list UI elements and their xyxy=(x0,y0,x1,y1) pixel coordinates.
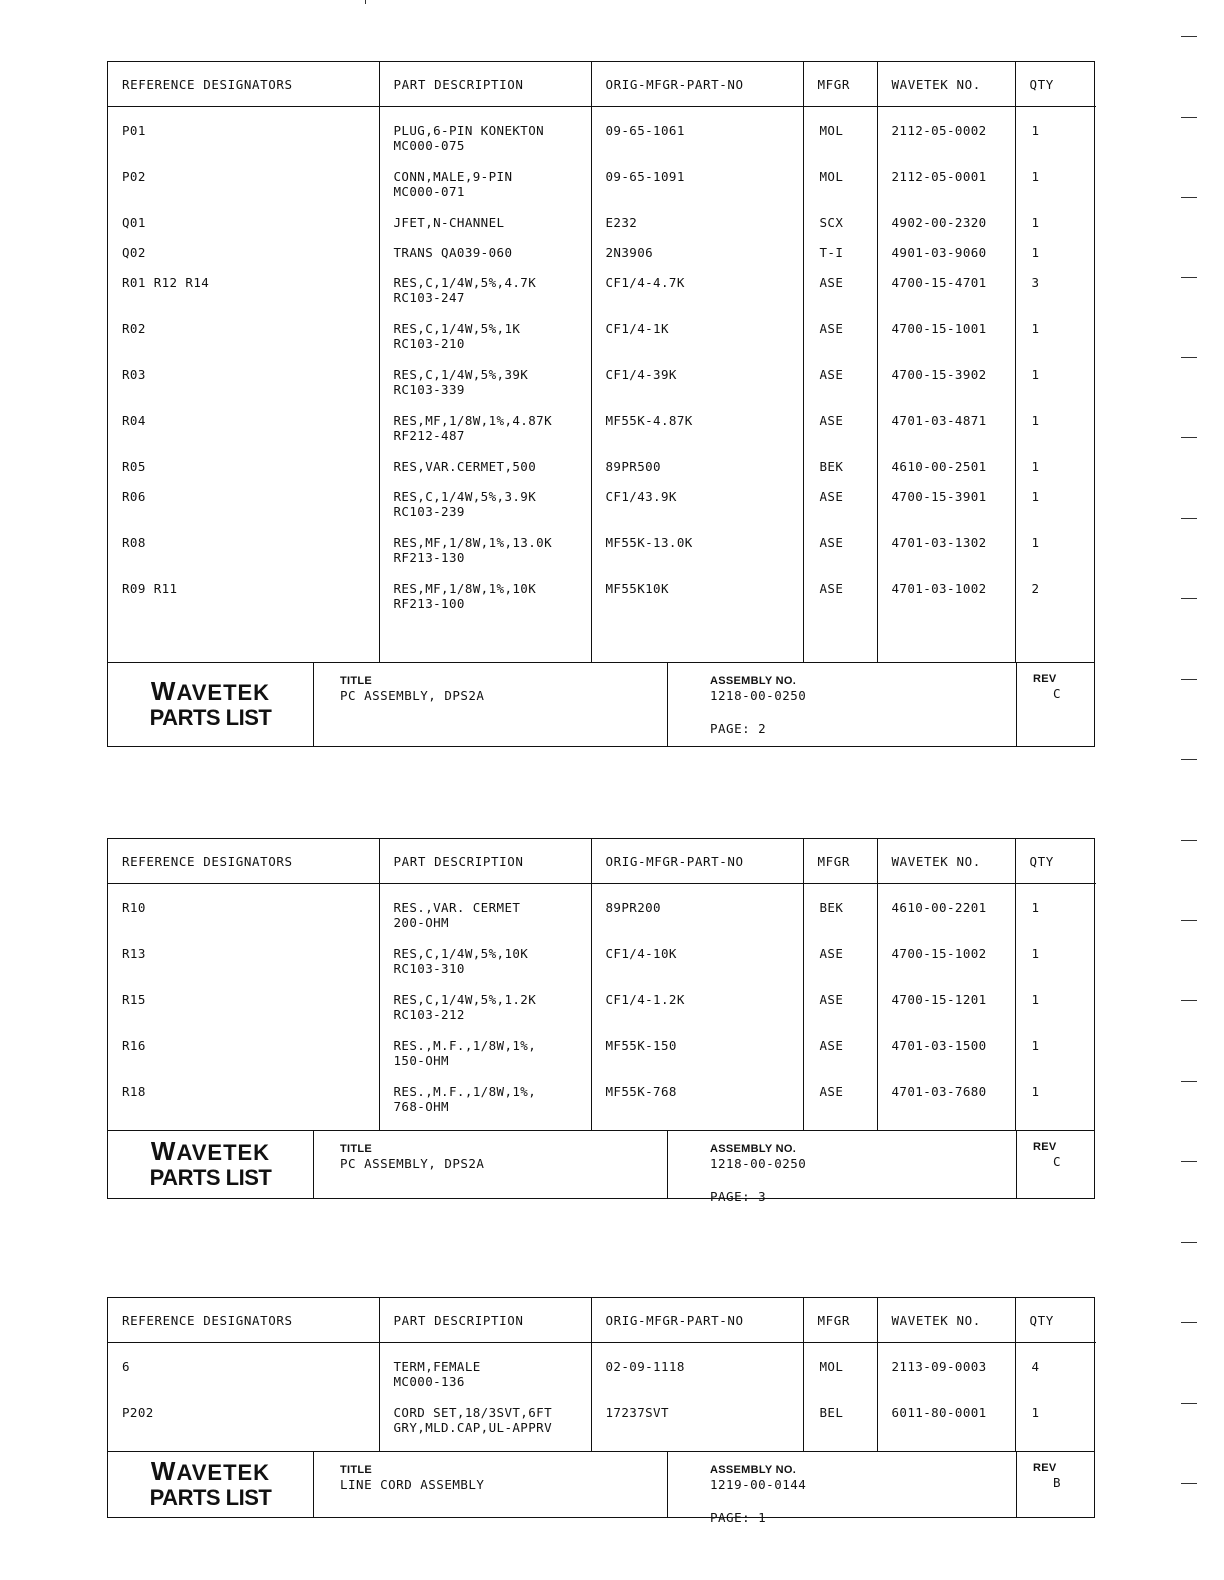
mfgr-cell: ASE xyxy=(803,581,877,627)
rev-cell xyxy=(1017,1131,1094,1198)
table-row xyxy=(108,215,1096,245)
title-value: PC ASSEMBLY, DPS2A xyxy=(340,1156,485,1171)
desc-line: 768-OHM xyxy=(393,1099,449,1114)
desc-cell xyxy=(379,581,591,627)
margin-tick xyxy=(1181,277,1197,278)
desc-cell xyxy=(379,367,591,413)
mfgr-cell: MOL xyxy=(803,1343,877,1406)
desc-line: MC000-071 xyxy=(393,184,465,199)
mfgr-cell: ASE xyxy=(803,367,877,413)
desc-cell xyxy=(379,992,591,1038)
margin-tick xyxy=(1181,598,1197,599)
table-header xyxy=(108,839,1096,884)
assembly-cell xyxy=(668,663,1017,746)
col-mfgr-header: MFGR xyxy=(803,839,877,884)
wavetek-cell: 4610-00-2501 xyxy=(877,459,1015,489)
assembly-value: 1218-00-0250 xyxy=(710,688,807,703)
margin-tick xyxy=(1181,1000,1197,1001)
parts-table-2 xyxy=(108,839,1096,1130)
table-row xyxy=(108,275,1096,321)
orig-cell: MF55K10K xyxy=(591,581,803,627)
desc-line: RC103-210 xyxy=(393,336,465,351)
table-row xyxy=(108,884,1096,947)
desc-line: RES,C,1/4W,5%,1K xyxy=(393,321,521,336)
rev-value: B xyxy=(1053,1475,1062,1490)
desc-line: RF212-487 xyxy=(393,428,465,443)
title-value: PC ASSEMBLY, DPS2A xyxy=(340,688,485,703)
mfgr-cell: MOL xyxy=(803,107,877,170)
title-label: TITLE xyxy=(340,1143,373,1155)
orig-cell: 2N3906 xyxy=(591,245,803,275)
desc-cell xyxy=(379,1343,591,1406)
wavetek-cell: 4700-15-4701 xyxy=(877,275,1015,321)
rev-label: REV xyxy=(1033,1462,1057,1474)
table-row xyxy=(108,946,1096,992)
rev-label: REV xyxy=(1033,673,1057,685)
wavetek-logo xyxy=(108,663,314,746)
wavetek-cell: 4701-03-1302 xyxy=(877,535,1015,581)
ref-cell: R04 xyxy=(122,413,146,428)
desc-cell xyxy=(379,535,591,581)
qty-cell: 1 xyxy=(1015,1084,1096,1130)
desc-line: RES,C,1/4W,5%,1.2K xyxy=(393,992,537,1007)
desc-line: RES,C,1/4W,5%,4.7K xyxy=(393,275,537,290)
page-number: PAGE: 3 xyxy=(710,1189,767,1204)
ref-cell: R03 xyxy=(122,367,146,382)
wavetek-cell: 4700-15-3902 xyxy=(877,367,1015,413)
desc-cell xyxy=(379,215,591,245)
orig-cell: E232 xyxy=(591,215,803,245)
ref-cell: P202 xyxy=(122,1405,154,1420)
desc-line: RES,MF,1/8W,1%,10K xyxy=(393,581,537,596)
wavetek-cell: 4901-03-9060 xyxy=(877,245,1015,275)
orig-cell: 09-65-1061 xyxy=(591,107,803,170)
mfgr-cell: MOL xyxy=(803,169,877,215)
wavetek-cell: 6011-80-0001 xyxy=(877,1405,1015,1451)
wavetek-logo xyxy=(108,1452,314,1517)
desc-line: RES.,VAR. CERMET xyxy=(393,900,521,915)
col-orig-header: ORIG-MFGR-PART-NO xyxy=(591,1298,803,1343)
qty-cell: 1 xyxy=(1015,1405,1096,1451)
mfgr-cell: ASE xyxy=(803,535,877,581)
ref-cell: 6 xyxy=(122,1359,130,1374)
ref-cell: R15 xyxy=(122,992,146,1007)
mfgr-cell: T-I xyxy=(803,245,877,275)
table-row xyxy=(108,992,1096,1038)
desc-line: RES.,M.F.,1/8W,1%, xyxy=(393,1038,537,1053)
table-row xyxy=(108,245,1096,275)
desc-line: CORD SET,18/3SVT,6FT xyxy=(393,1405,553,1420)
table-row xyxy=(108,535,1096,581)
table-row xyxy=(108,459,1096,489)
qty-cell: 1 xyxy=(1015,1038,1096,1084)
margin-tick xyxy=(1181,920,1197,921)
orig-cell: CF1/43.9K xyxy=(591,489,803,535)
margin-tick xyxy=(1181,36,1197,37)
desc-cell xyxy=(379,1405,591,1451)
desc-line: TERM,FEMALE xyxy=(393,1359,481,1374)
table-header xyxy=(108,1298,1096,1343)
desc-line: RES.,M.F.,1/8W,1%, xyxy=(393,1084,537,1099)
assembly-label: ASSEMBLY NO. xyxy=(710,1464,797,1476)
col-qty-header: QTY xyxy=(1015,1298,1096,1343)
qty-cell: 1 xyxy=(1015,169,1096,215)
title-value: LINE CORD ASSEMBLY xyxy=(340,1477,485,1492)
qty-cell: 1 xyxy=(1015,321,1096,367)
binder-margin-ticks xyxy=(1181,0,1201,1580)
qty-cell: 1 xyxy=(1015,884,1096,947)
orig-cell: CF1/4-4.7K xyxy=(591,275,803,321)
parts-list-sheet-2 xyxy=(107,838,1095,1204)
desc-line: PLUG,6-PIN KONEKTON xyxy=(393,123,545,138)
desc-line: RES,C,1/4W,5%,10K xyxy=(393,946,529,961)
ref-cell: R16 xyxy=(122,1038,146,1053)
margin-tick xyxy=(1181,1322,1197,1323)
margin-tick xyxy=(1181,437,1197,438)
mfgr-cell: SCX xyxy=(803,215,877,245)
orig-cell: MF55K-4.87K xyxy=(591,413,803,459)
table-row xyxy=(108,169,1096,215)
parts-list-sheet-1 xyxy=(107,61,1095,747)
orig-cell: 89PR500 xyxy=(591,459,803,489)
wavetek-cell: 2112-05-0001 xyxy=(877,169,1015,215)
title-block xyxy=(108,662,1094,746)
assembly-cell xyxy=(668,1131,1017,1204)
margin-tick xyxy=(1181,1483,1197,1484)
desc-cell xyxy=(379,275,591,321)
mfgr-cell: ASE xyxy=(803,1038,877,1084)
margin-tick xyxy=(1181,759,1197,760)
wavetek-cell: 4902-00-2320 xyxy=(877,215,1015,245)
qty-cell: 4 xyxy=(1015,1343,1096,1406)
ref-cell: R13 xyxy=(122,946,146,961)
orig-cell: 02-09-1118 xyxy=(591,1343,803,1406)
col-desc-header: PART DESCRIPTION xyxy=(379,839,591,884)
col-wavetek-header: WAVETEK NO. xyxy=(877,1298,1015,1343)
page-number: PAGE: 1 xyxy=(710,1510,767,1525)
margin-tick xyxy=(1181,357,1197,358)
wavetek-cell: 4700-15-3901 xyxy=(877,489,1015,535)
margin-tick xyxy=(1181,840,1197,841)
orig-cell: 09-65-1091 xyxy=(591,169,803,215)
title-cell xyxy=(314,1452,668,1517)
desc-line: RC103-239 xyxy=(393,504,465,519)
desc-line: RES,MF,1/8W,1%,13.0K xyxy=(393,535,553,550)
desc-line: RF213-130 xyxy=(393,550,465,565)
desc-cell xyxy=(379,169,591,215)
brand-name: WAVETEK xyxy=(150,1455,271,1486)
brand-subtitle: PARTS LIST xyxy=(149,704,272,730)
margin-tick xyxy=(1181,679,1197,680)
col-mfgr-header: MFGR xyxy=(803,1298,877,1343)
col-qty-header: QTY xyxy=(1015,62,1096,107)
ref-cell: R10 xyxy=(122,900,146,915)
table-filler xyxy=(108,627,1096,662)
brand-name: WAVETEK xyxy=(150,675,271,706)
wavetek-cell: 4700-15-1002 xyxy=(877,946,1015,992)
wavetek-logo xyxy=(108,1131,314,1198)
ref-cell: R09 R11 xyxy=(122,581,178,596)
desc-line: MC000-136 xyxy=(393,1374,465,1389)
wavetek-cell: 4610-00-2201 xyxy=(877,884,1015,947)
wavetek-cell: 4701-03-1500 xyxy=(877,1038,1015,1084)
margin-tick xyxy=(1181,1403,1197,1404)
mfgr-cell: ASE xyxy=(803,275,877,321)
desc-line: RC103-212 xyxy=(393,1007,465,1022)
orig-cell: MF55K-150 xyxy=(591,1038,803,1084)
qty-cell: 1 xyxy=(1015,946,1096,992)
wavetek-cell: 4700-15-1201 xyxy=(877,992,1015,1038)
desc-line: RES,MF,1/8W,1%,4.87K xyxy=(393,413,553,428)
qty-cell: 1 xyxy=(1015,215,1096,245)
ref-cell: R01 R12 R14 xyxy=(122,275,210,290)
ref-cell: P02 xyxy=(122,169,146,184)
col-desc-header: PART DESCRIPTION xyxy=(379,62,591,107)
desc-line: GRY,MLD.CAP,UL-APPRV xyxy=(393,1420,553,1435)
rev-label: REV xyxy=(1033,1141,1057,1153)
margin-tick xyxy=(1181,1242,1197,1243)
qty-cell: 2 xyxy=(1015,581,1096,627)
mfgr-cell: ASE xyxy=(803,413,877,459)
parts-table-3 xyxy=(108,1298,1096,1451)
rev-cell xyxy=(1017,663,1094,746)
assembly-label: ASSEMBLY NO. xyxy=(710,675,797,687)
wavetek-cell: 4701-03-7680 xyxy=(877,1084,1015,1130)
qty-cell: 1 xyxy=(1015,535,1096,581)
desc-line: RC103-247 xyxy=(393,290,465,305)
col-ref-header: REFERENCE DESIGNATORS xyxy=(108,62,379,107)
qty-cell: 1 xyxy=(1015,992,1096,1038)
desc-cell xyxy=(379,321,591,367)
desc-cell xyxy=(379,489,591,535)
title-label: TITLE xyxy=(340,1464,373,1476)
title-cell xyxy=(314,1131,668,1198)
ref-cell: R05 xyxy=(122,459,146,474)
rev-value: C xyxy=(1053,1154,1062,1169)
brand-subtitle: PARTS LIST xyxy=(149,1484,272,1510)
margin-tick xyxy=(1181,197,1197,198)
table-row xyxy=(108,413,1096,459)
ref-cell: P01 xyxy=(122,123,146,138)
col-orig-header: ORIG-MFGR-PART-NO xyxy=(591,62,803,107)
mfgr-cell: BEL xyxy=(803,1405,877,1451)
rev-cell xyxy=(1017,1452,1094,1517)
qty-cell: 1 xyxy=(1015,413,1096,459)
table-row xyxy=(108,367,1096,413)
desc-cell xyxy=(379,1038,591,1084)
title-block xyxy=(108,1130,1094,1204)
brand-subtitle: PARTS LIST xyxy=(149,1164,272,1190)
assembly-cell xyxy=(668,1452,1017,1525)
assembly-value: 1219-00-0144 xyxy=(710,1477,807,1492)
col-wavetek-header: WAVETEK NO. xyxy=(877,839,1015,884)
wavetek-cell: 4701-03-1002 xyxy=(877,581,1015,627)
rev-value: C xyxy=(1053,686,1062,701)
qty-cell: 1 xyxy=(1015,245,1096,275)
desc-line: CONN,MALE,9-PIN xyxy=(393,169,513,184)
ref-cell: R18 xyxy=(122,1084,146,1099)
desc-line: RC103-339 xyxy=(393,382,465,397)
table-row xyxy=(108,321,1096,367)
desc-line: TRANS QA039-060 xyxy=(393,245,513,260)
table-row xyxy=(108,1343,1096,1406)
desc-cell xyxy=(379,1084,591,1130)
ref-cell: Q02 xyxy=(122,245,146,260)
desc-line: RES,C,1/4W,5%,39K xyxy=(393,367,529,382)
wavetek-cell: 2112-05-0002 xyxy=(877,107,1015,170)
ref-cell: R08 xyxy=(122,535,146,550)
col-mfgr-header: MFGR xyxy=(803,62,877,107)
qty-cell: 3 xyxy=(1015,275,1096,321)
desc-line: JFET,N-CHANNEL xyxy=(393,215,505,230)
desc-line: RF213-100 xyxy=(393,596,465,611)
orig-cell: CF1/4-10K xyxy=(591,946,803,992)
col-ref-header: REFERENCE DESIGNATORS xyxy=(108,839,379,884)
margin-tick xyxy=(1181,518,1197,519)
desc-cell xyxy=(379,107,591,170)
qty-cell: 1 xyxy=(1015,107,1096,170)
orig-cell: 17237SVT xyxy=(591,1405,803,1451)
mfgr-cell: ASE xyxy=(803,321,877,367)
parts-list-sheet-3 xyxy=(107,1297,1095,1525)
table-row xyxy=(108,1038,1096,1084)
col-desc-header: PART DESCRIPTION xyxy=(379,1298,591,1343)
desc-cell xyxy=(379,884,591,947)
table-row xyxy=(108,107,1096,170)
qty-cell: 1 xyxy=(1015,489,1096,535)
desc-cell xyxy=(379,459,591,489)
mfgr-cell: BEK xyxy=(803,884,877,947)
desc-cell xyxy=(379,946,591,992)
table-row xyxy=(108,1405,1096,1451)
qty-cell: 1 xyxy=(1015,367,1096,413)
ref-cell: R06 xyxy=(122,489,146,504)
desc-line: MC000-075 xyxy=(393,138,465,153)
assembly-label: ASSEMBLY NO. xyxy=(710,1143,797,1155)
ref-cell: R02 xyxy=(122,321,146,336)
scan-mark xyxy=(365,0,369,4)
margin-tick xyxy=(1181,1161,1197,1162)
brand-name: WAVETEK xyxy=(150,1135,271,1166)
title-block xyxy=(108,1451,1094,1525)
desc-line: RES,VAR.CERMET,500 xyxy=(393,459,537,474)
parts-table-1 xyxy=(108,62,1096,662)
title-label: TITLE xyxy=(340,675,373,687)
orig-cell: CF1/4-1K xyxy=(591,321,803,367)
desc-line: 150-OHM xyxy=(393,1053,449,1068)
col-orig-header: ORIG-MFGR-PART-NO xyxy=(591,839,803,884)
margin-tick xyxy=(1181,1081,1197,1082)
desc-line: 200-OHM xyxy=(393,915,449,930)
ref-cell: Q01 xyxy=(122,215,146,230)
desc-cell xyxy=(379,245,591,275)
page-number: PAGE: 2 xyxy=(710,721,767,736)
orig-cell: MF55K-13.0K xyxy=(591,535,803,581)
wavetek-cell: 4700-15-1001 xyxy=(877,321,1015,367)
qty-cell: 1 xyxy=(1015,459,1096,489)
mfgr-cell: BEK xyxy=(803,459,877,489)
mfgr-cell: ASE xyxy=(803,489,877,535)
desc-cell xyxy=(379,413,591,459)
orig-cell: CF1/4-1.2K xyxy=(591,992,803,1038)
wavetek-cell: 2113-09-0003 xyxy=(877,1343,1015,1406)
table-row xyxy=(108,1084,1096,1130)
col-wavetek-header: WAVETEK NO. xyxy=(877,62,1015,107)
margin-tick xyxy=(1181,117,1197,118)
wavetek-cell: 4701-03-4871 xyxy=(877,413,1015,459)
col-ref-header: REFERENCE DESIGNATORS xyxy=(108,1298,379,1343)
mfgr-cell: ASE xyxy=(803,946,877,992)
orig-cell: CF1/4-39K xyxy=(591,367,803,413)
assembly-value: 1218-00-0250 xyxy=(710,1156,807,1171)
mfgr-cell: ASE xyxy=(803,992,877,1038)
orig-cell: 89PR200 xyxy=(591,884,803,947)
title-cell xyxy=(314,663,668,746)
desc-line: RC103-310 xyxy=(393,961,465,976)
col-qty-header: QTY xyxy=(1015,839,1096,884)
desc-line: RES,C,1/4W,5%,3.9K xyxy=(393,489,537,504)
table-header xyxy=(108,62,1096,107)
table-row xyxy=(108,581,1096,627)
mfgr-cell: ASE xyxy=(803,1084,877,1130)
table-row xyxy=(108,489,1096,535)
orig-cell: MF55K-768 xyxy=(591,1084,803,1130)
